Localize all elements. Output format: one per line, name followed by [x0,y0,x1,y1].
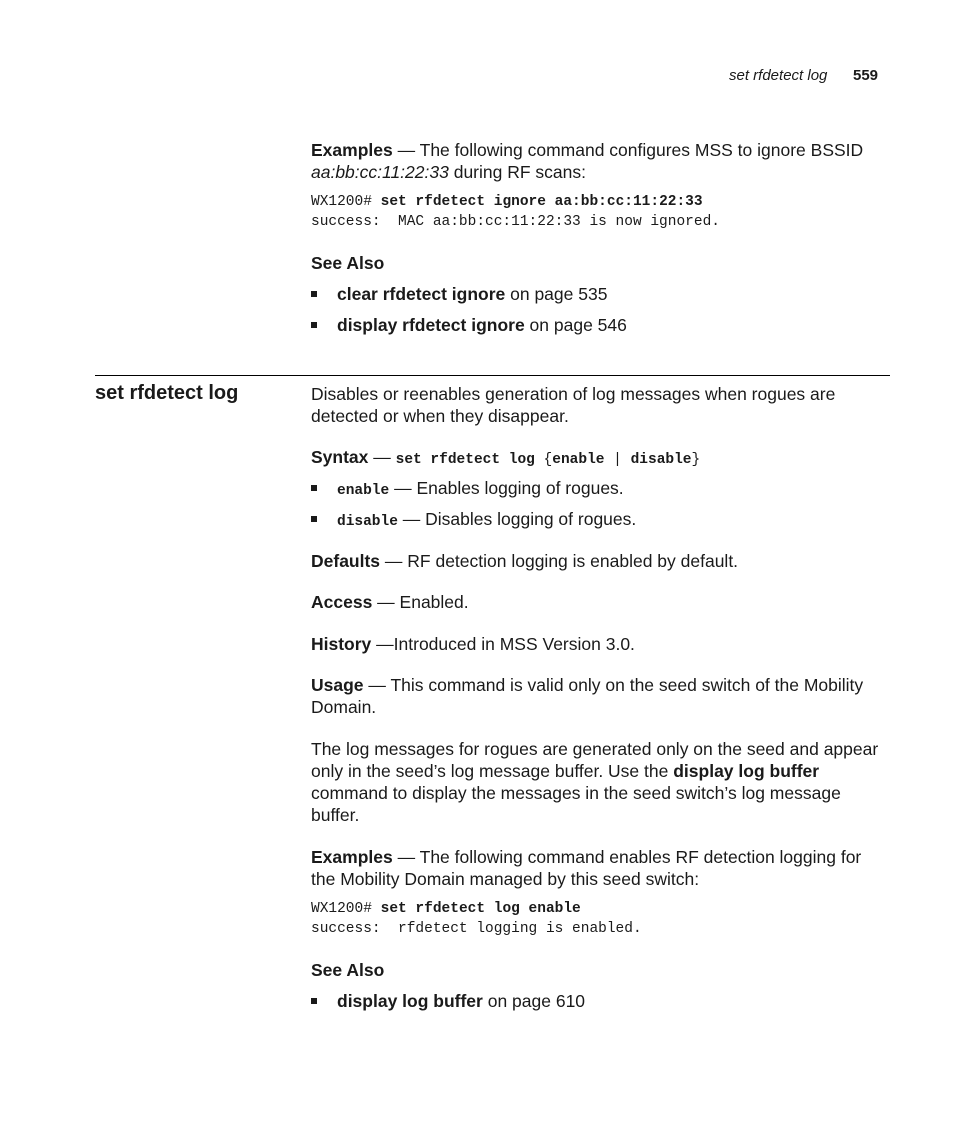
bullet-icon [311,485,317,491]
top-examples-tail: during RF scans: [448,162,586,182]
para-line-2: only in the seed’s log message buffer. Use the [311,761,674,781]
param-desc: — Enables logging of rogues. [389,478,624,498]
syntax-command: set rfdetect log [395,452,535,468]
top-link-page: on page 546 [524,315,627,335]
top-examples-paragraph [311,139,901,183]
top-see-also-item[interactable] [311,283,607,305]
defaults-label: Defaults [311,551,381,571]
para-line-1: The log messages for rogues are generated only on the seed and appear [311,739,879,759]
code-command: set rfdetect log enable [380,901,581,917]
examples-text-1: — The following command enables RF detection logging for [392,847,862,867]
top-code-block [311,192,720,232]
syntax-disable: disable [630,452,692,468]
usage-text-2: Domain. [311,697,377,717]
syntax-pipe: | [604,452,631,468]
see-also-heading: See Also [311,960,385,980]
section-intro [311,383,901,427]
section-divider [95,375,890,376]
top-code-command: set rfdetect ignore aa:bb:cc:11:22:33 [380,194,703,210]
usage-label: Usage [311,675,364,695]
section-title: set rfdetect log [95,382,239,404]
syntax-brace-close: } [691,452,701,468]
top-see-also-item[interactable] [311,314,627,336]
bullet-icon [311,322,317,328]
defaults-line [311,550,738,572]
top-code-prompt: WX1200# [311,194,372,210]
page-number: 559 [853,67,879,84]
history-label: History [311,634,372,654]
param-name: enable [337,483,390,499]
intro-line-1: Disables or reenables generation of log messages when rogues are [311,384,836,404]
param-item [311,477,624,501]
access-text: — Enabled. [372,592,469,612]
examples-label: Examples [311,847,393,867]
intro-line-2: detected or when they disappear. [311,406,569,426]
top-link-command[interactable]: display rfdetect ignore [337,315,525,335]
access-label: Access [311,592,373,612]
access-line [311,591,469,613]
bullet-icon [311,998,317,1004]
display-log-buffer-ref[interactable]: display log buffer [673,761,820,781]
defaults-text: — RF detection logging is enabled by default. [380,551,739,571]
bullet-icon [311,291,317,297]
history-line [311,633,635,655]
history-text: —Introduced in MSS Version 3.0. [371,634,635,654]
top-see-also-heading: See Also [311,253,385,273]
param-name: disable [337,514,398,530]
syntax-brace-open: { [534,452,553,468]
para-line-4: buffer. [311,805,360,825]
code-prompt: WX1200# [311,901,372,917]
examples-code-block [311,899,642,939]
top-examples-mac: aa:bb:cc:11:22:33 [311,162,449,182]
param-item [311,508,636,532]
top-link-command[interactable]: clear rfdetect ignore [337,284,506,304]
usage-paragraph [311,674,901,718]
link-command[interactable]: display log buffer [337,991,483,1011]
top-link-page: on page 535 [505,284,608,304]
top-code-output: success: MAC aa:bb:cc:11:22:33 is now ignored. [311,214,720,230]
para-line-3: command to display the messages in the seed switch’s log message [311,783,841,803]
syntax-dash: — [368,447,396,467]
syntax-label: Syntax [311,447,369,467]
syntax-line [311,446,700,470]
link-page: on page 610 [482,991,586,1011]
examples-text-2: the Mobility Domain managed by this seed switch: [311,869,700,889]
log-messages-paragraph [311,738,911,826]
usage-text-1: — This command is valid only on the seed switch of the Mobility [363,675,864,695]
see-also-item[interactable] [311,990,585,1012]
examples-paragraph [311,846,901,890]
code-output: success: rfdetect logging is enabled. [311,921,642,937]
param-desc: — Disables logging of rogues. [397,509,637,529]
bullet-icon [311,516,317,522]
syntax-enable: enable [552,452,605,468]
top-examples-label: Examples [311,140,393,160]
running-header-title: set rfdetect log [729,67,828,84]
top-examples-text: — The following command configures MSS to ignore BSSID [392,140,864,160]
